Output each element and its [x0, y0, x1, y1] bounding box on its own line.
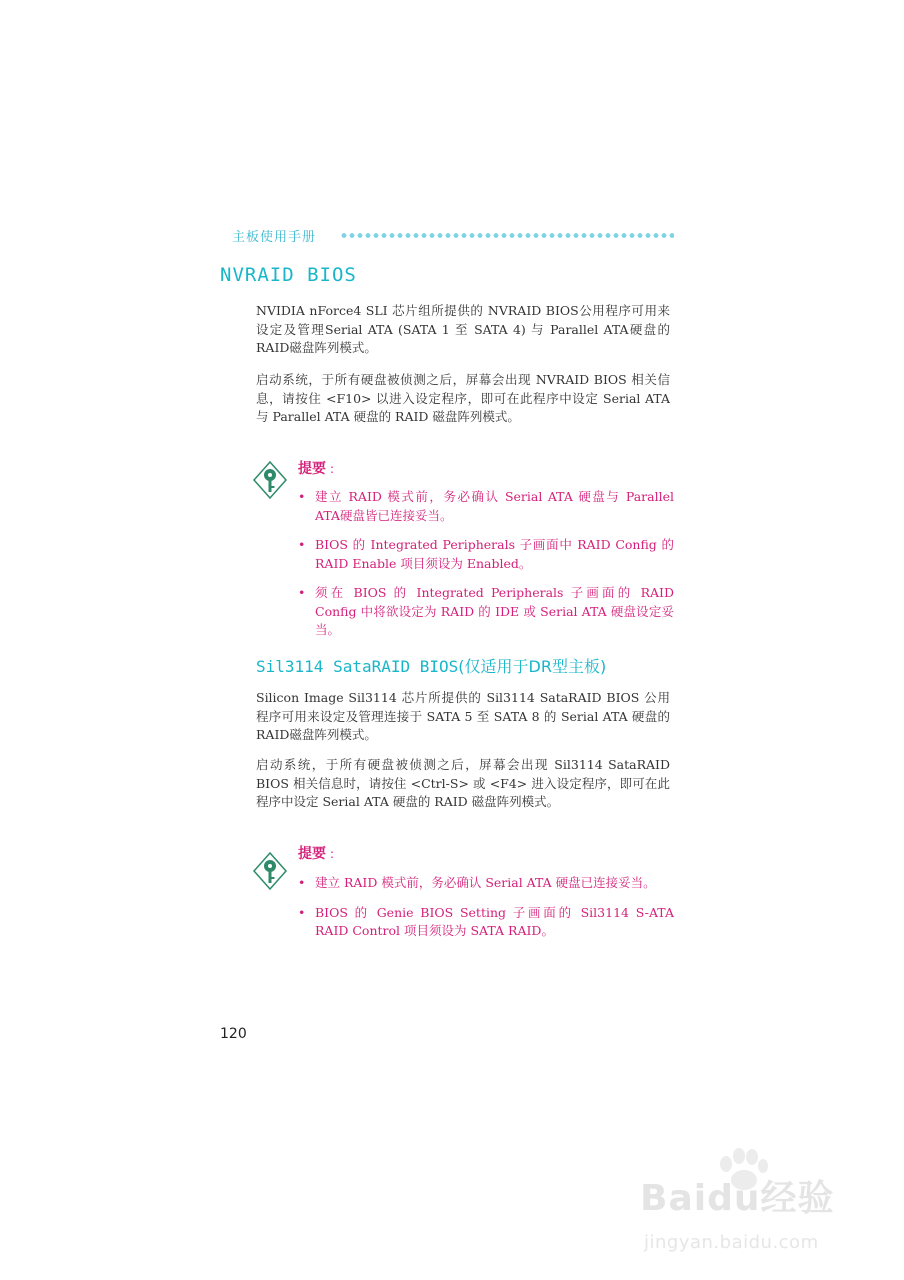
note-colon: :	[330, 847, 335, 861]
section-title-nvraid: NVRAID BIOS	[220, 264, 357, 286]
note-item: • 须在 BIOS 的 Integrated Peripherals 子画面的 RAID Config 中将欲设定为 RAID 的 IDE 或 Serial ATA 硬盘设定妥当。	[298, 584, 674, 640]
paragraph-nvraid-startup: 启动系统，于所有硬盘被侦测之后，屏幕会出现 NVRAID BIOS 相关信息，请按住 <F10> 以进入设定程序，即可在此程序中设定 Serial ATA 与 Parallel ATA 硬盘的 RAID 磁盘阵列模式。	[256, 372, 670, 424]
running-header	[232, 226, 674, 244]
note-title	[298, 458, 334, 478]
section-title-main: Sil3114 SataRAID BIOS	[256, 657, 459, 676]
note-title-text: 提要	[298, 461, 326, 477]
header-dot-rule	[340, 232, 674, 239]
note-item: • 建立 RAID 模式前，务必确认 Serial ATA 硬盘与 Parallel ATA硬盘皆已连接妥当。	[298, 488, 674, 525]
note-item: • BIOS 的 Genie BIOS Setting 子画面的 Sil3114 S-ATA RAID Control 项目须设为 SATA RAID。	[298, 904, 674, 941]
note-item: • BIOS 的 Integrated Peripherals 子画面中 RAID Config 的RAID Enable 项目须设为 Enabled。	[298, 536, 674, 573]
page-number: 120	[220, 1026, 247, 1042]
paragraph-nvraid-intro: NVIDIA nForce4 SLI 芯片组所提供的 NVRAID BIOS公用程序可用来设定及管理Serial ATA (SATA 1 至 SATA 4) 与 Parallel ATA硬盘的RAID磁盘阵列模式。	[256, 303, 670, 355]
note-title	[298, 843, 334, 863]
header-title: 主板使用手册	[232, 230, 317, 245]
watermark-url: jingyan.baidu.com	[644, 1232, 819, 1253]
watermark-logo: Baidu经验	[640, 1178, 835, 1219]
watermark	[640, 1148, 880, 1268]
key-hint-icon	[252, 851, 288, 891]
section-title-sil3114	[256, 654, 606, 677]
note-list	[298, 488, 674, 651]
paragraph-sil3114-intro: Silicon Image Sil3114 芯片所提供的 Sil3114 SataRAID BIOS 公用程序可用来设定及管理连接于 SATA 5 至 SATA 8 的 Serial ATA 硬盘的RAID磁盘阵列模式。	[256, 690, 670, 742]
note-colon: :	[330, 462, 335, 476]
note-list	[298, 874, 674, 952]
note-item: • 建立 RAID 模式前，务必确认 Serial ATA 硬盘已连接妥当。	[298, 874, 674, 893]
section-title-suffix: (仅适用于DR型主板)	[458, 657, 607, 676]
paragraph-sil3114-startup: 启动系统，于所有硬盘被侦测之后，屏幕会出现 Sil3114 SataRAID BIOS 相关信息时，请按住 <Ctrl-S> 或 <F4> 进入设定程序，即可在此程序中设定 Serial ATA 硬盘的 RAID 磁盘阵列模式。	[256, 757, 670, 809]
key-hint-icon	[252, 460, 288, 500]
note-title-text: 提要	[298, 846, 326, 862]
